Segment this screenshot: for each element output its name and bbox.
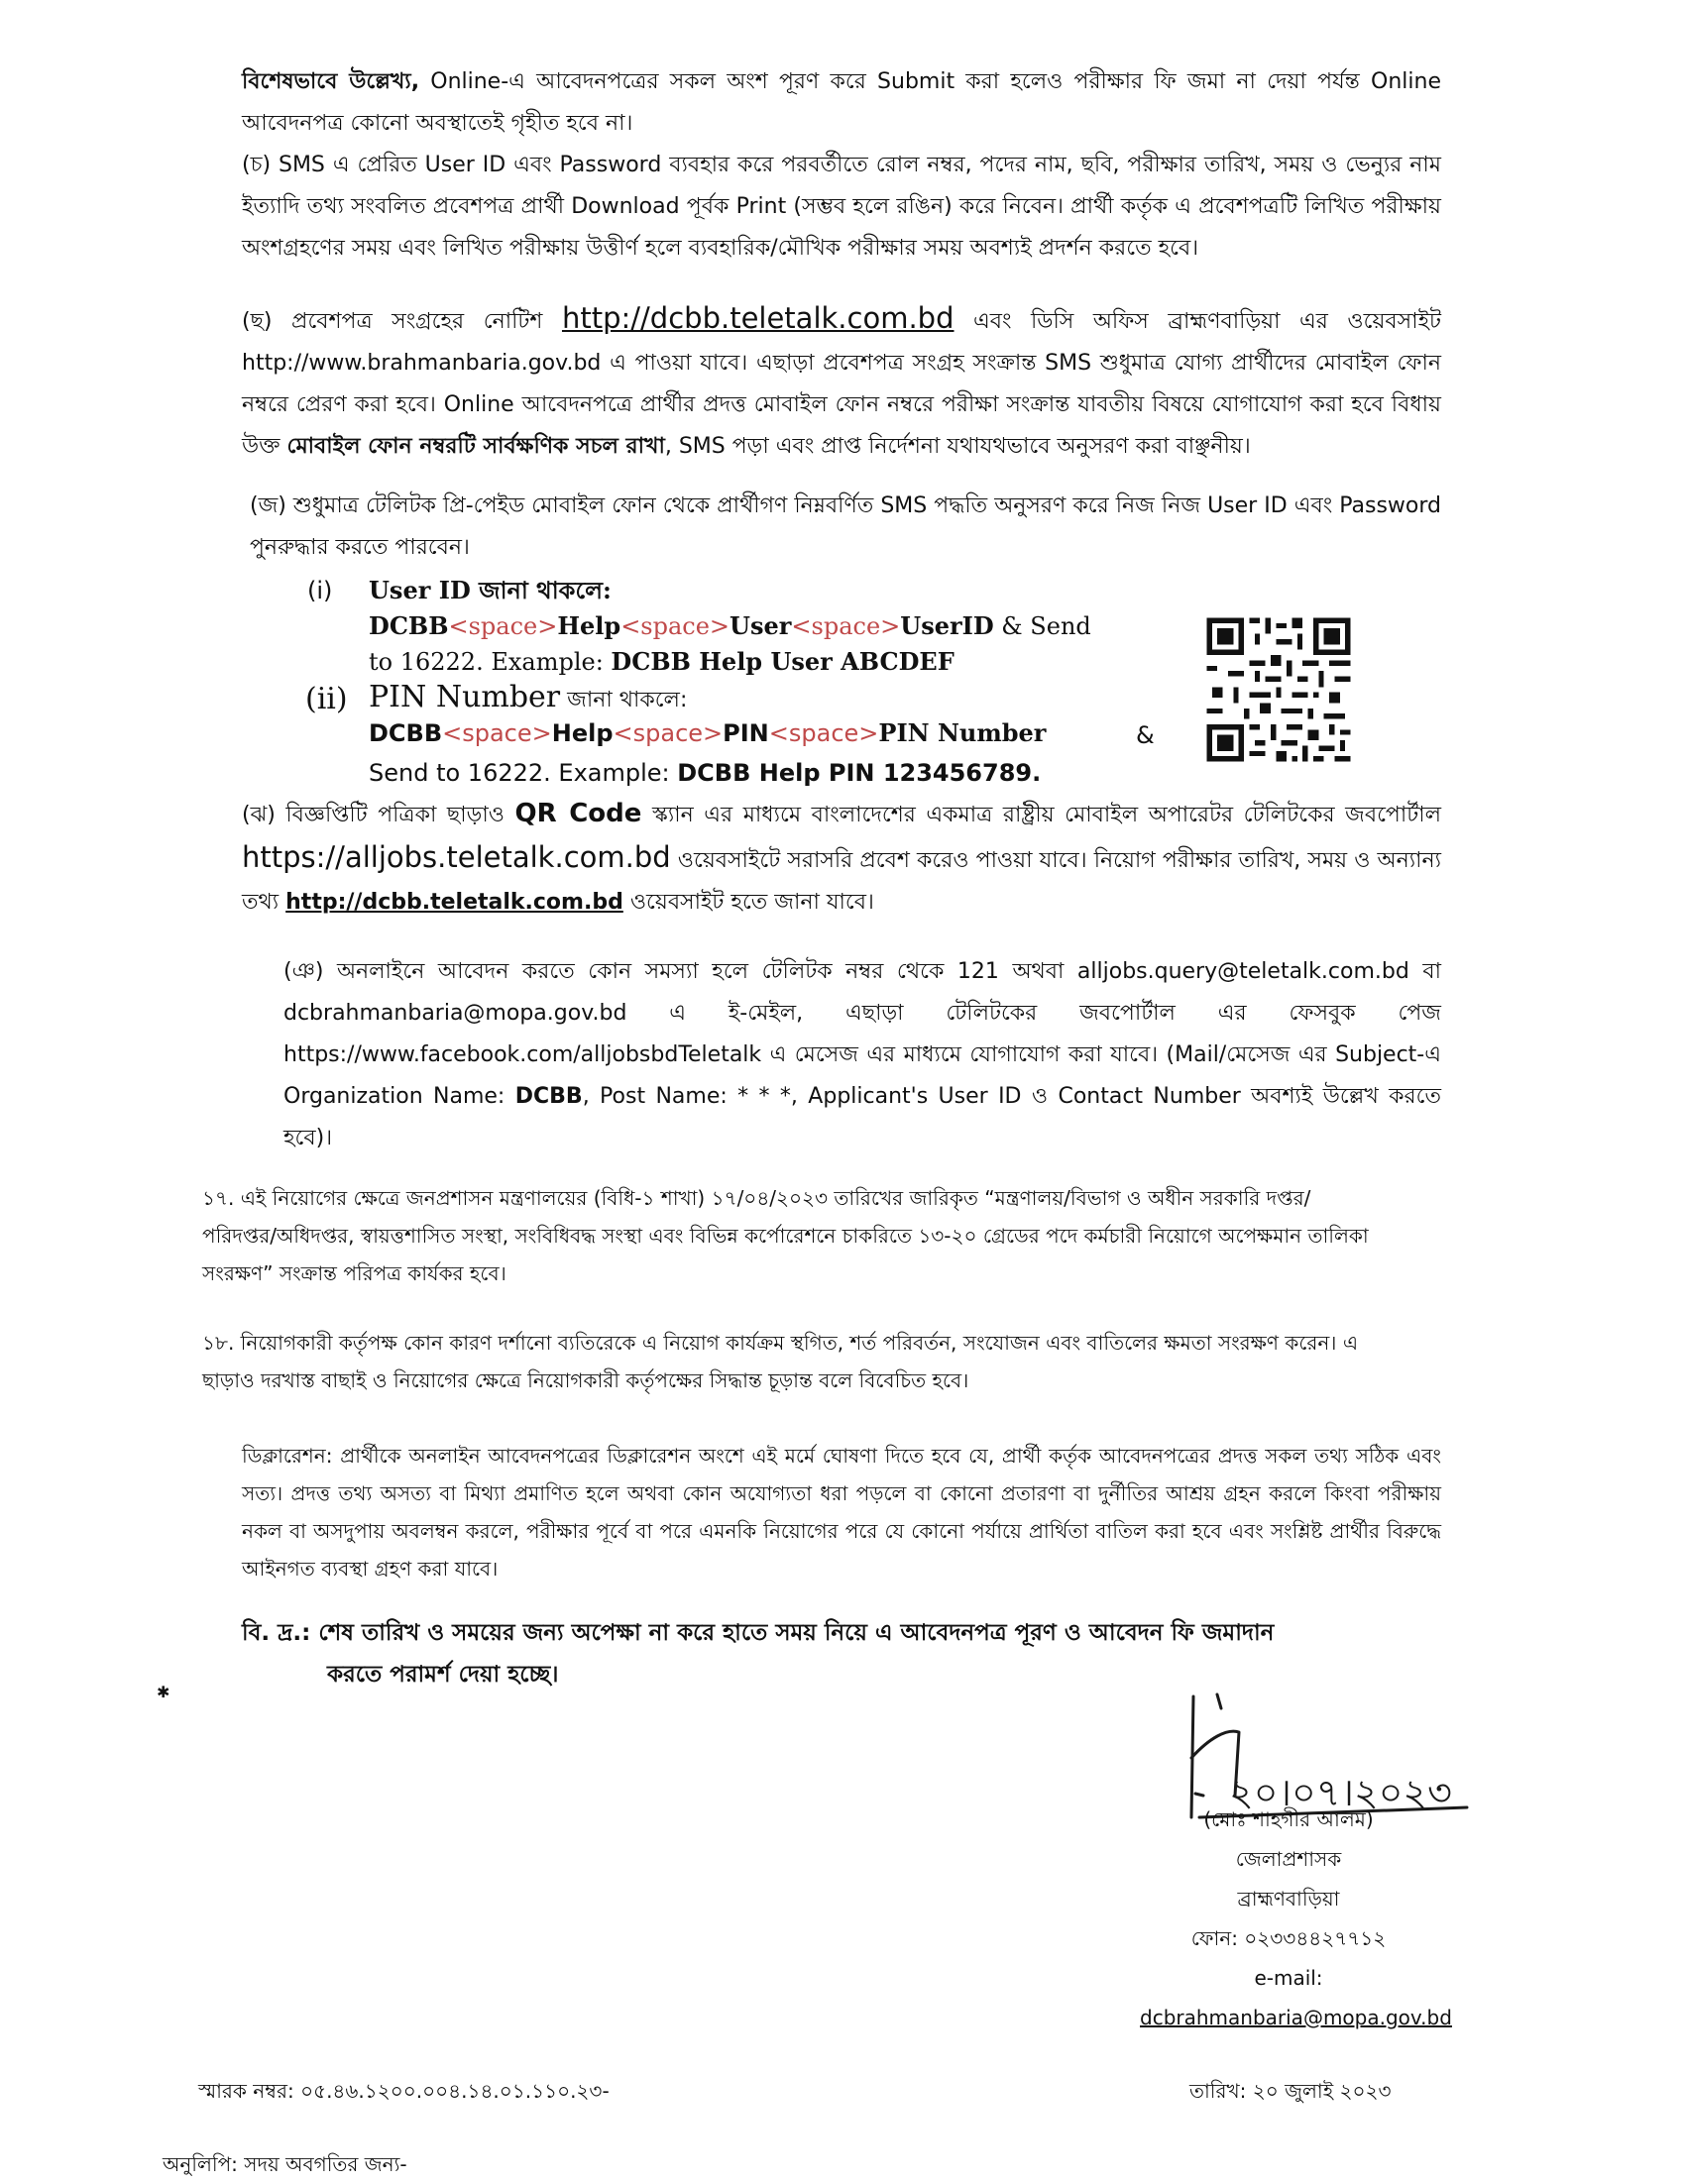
chha-part3: , SMS পড়া এবং প্রাপ্ত নির্দেশনা যথাযথভাবে অনুসরণ করা বাঞ্ছনীয়। — [664, 434, 1251, 459]
officer-district: ব্রাহ্মণবাড়িয়া — [1237, 1887, 1340, 1911]
recovery-ii-label: (ii) — [305, 682, 348, 716]
recovery-i-command — [369, 608, 1091, 644]
example-prefix: to 16222. Example: — [369, 648, 612, 676]
space-token: <space> — [442, 719, 552, 747]
note-line-2: করতে পরামর্শ দেয়া হচ্ছে। — [327, 1662, 559, 1688]
paragraph-chha — [242, 297, 1441, 468]
recovery-ii-title — [369, 680, 687, 718]
paragraph-ja: (জ) শুধুমাত্র টেলিটক প্রি-পেইড মোবাইল ফোন থেকে প্রার্থীগণ নিম্নবর্ণিত SMS পদ্ধতি অনুসরণ করে নিজ নিজ User ID এবং Password পুনরুদ্ধার করতে পারবেন। — [250, 493, 1441, 560]
cmd-word: PIN — [723, 719, 769, 747]
intro-paragraph — [242, 61, 1441, 145]
qr-code-icon — [1201, 612, 1356, 767]
officer-name: (মোঃ শাহগীর আলম) — [1203, 1807, 1374, 1831]
officer-phone: ফোন: ০২৩৩৪৪২৭৭১২ — [1190, 1926, 1387, 1950]
cmd-word: DCBB — [369, 719, 443, 747]
intro-text: Online-এ আবেদনপত্রের সকল অংশ পূরণ করে Submit করা হলেও পরীক্ষার ফি জমা না দেয়া পর্যন্ত Online আবেদনপত্র কোনো অবস্থাতেই গৃহীত হবে না। — [242, 69, 1442, 136]
cmd-send: & Send — [993, 612, 1091, 640]
example-value: DCBB Help User ABCDEF — [611, 647, 955, 676]
chha-part1: (ছ) প্রবেশপত্র সংগ্রহের নোটিশ — [242, 309, 562, 334]
signature-block — [1140, 1800, 1452, 2037]
cmd-word: DCBB — [369, 611, 449, 640]
officer-designation: জেলাপ্রশাসক — [1235, 1847, 1342, 1871]
paragraph-nya — [283, 951, 1441, 1159]
jha-part2: স্ক্যান এর মাধ্যমে বাংলাদেশের একমাত্র রাষ্ট্রীয় মোবাইল অপারেটর টেলিটকের জবপোর্টাল — [641, 803, 1441, 827]
cmd-word: PIN Number — [878, 718, 1047, 747]
recovery-i-title-en: User ID — [369, 576, 480, 604]
paragraph-cha: (চ) SMS এ প্রেরিত User ID এবং Password ব্যবহার করে পরবর্তীতে রোল নম্বর, পদের নাম, ছবি, পরীক্ষার তারিখ, সময় ও ভেন্যুর নাম ইত্যাদি তথ্য সংবলিত প্রবেশপত্র প্রার্থী Download পূর্বক Print (সম্ভব হলে রঙিন) করে নিবেন। প্রার্থী কর্তৃক এ প্রবেশপত্রটি লিখিত পরীক্ষায় অংশগ্রহণের সময় এবং লিখিত পরীক্ষায় উত্তীর্ণ হলে ব্যবহারিক/মৌখিক পরীক্ষার সময় অবশ্যই প্রদর্শন করতে হবে। — [242, 153, 1441, 261]
memo-date: তারিখ: ২০ জুলাই ২০২৩ — [1189, 2079, 1392, 2103]
example-prefix: Send to 16222. Example: — [369, 759, 678, 787]
space-token: <space> — [613, 719, 724, 747]
recovery-i-label: (i) — [307, 577, 333, 604]
jha-part3: ওয়েবসাইটে সরাসরি প্রবেশ করেও পাওয়া যাবে। নিয়োগ পরীক্ষার তারিখ, সময় ও অন্যান্য তথ্য — [242, 848, 1441, 915]
clause-18: ১৮. নিয়োগকারী কর্তৃপক্ষ কোন কারণ দর্শানো ব্যতিরেকে এ নিয়োগ কার্যক্রম স্থগিত, শর্ত পরিবর্তন, সংযোজন এবং বাতিলের ক্ষমতা সংরক্ষণ করেন। এ ছাড়াও দরখাস্ত বাছাই ও নিয়োগের ক্ষেত্রে নিয়োগকারী কর্তৃপক্ষের সিদ্ধান্ত চূড়ান্ত বলে বিবেচিত হবে। — [202, 1331, 1359, 1392]
nya-bold: DCBB — [514, 1084, 583, 1109]
handwritten-date: ২০।০৭।২০২৩ — [1229, 1771, 1452, 1814]
jha-url-dcbb[interactable]: http://dcbb.teletalk.com.bd — [285, 890, 623, 915]
chha-bold: মোবাইল ফোন নম্বরটি সার্বক্ষণিক সচল রাখা — [286, 434, 665, 459]
jha-url-alljobs[interactable]: https://alljobs.teletalk.com.bd — [242, 840, 671, 874]
clause-17: ১৭. এই নিয়োগের ক্ষেত্রে জনপ্রশাসন মন্ত্রণালয়ের (বিধি-১ শাখা) ১৭/০৪/২০২৩ তারিখের জারিকৃত “মন্ত্রণালয়/বিভাগ ও অধীন সরকারি দপ্তর/পরিদপ্তর/অধিদপ্তর, স্বায়ত্তশাসিত সংস্থা, সংবিধিবদ্ধ সংস্থা এবং বিভিন্ন কর্পোরেশনে চাকরিতে ১৩-২০ গ্রেডের পদে কর্মচারী নিয়োগে অপেক্ষমান তালিকা সংরক্ষণ” সংক্রান্ত পরিপত্র কার্যকর হবে। — [202, 1186, 1369, 1285]
recovery-i-example — [369, 644, 955, 680]
space-token: <space> — [768, 719, 879, 747]
recovery-ii-example — [369, 755, 1041, 791]
jha-qr-bold: QR Code — [514, 799, 642, 828]
nya-part2: , Post Name: * * *, Applicant's User ID ও Contact Number অবশ্যই উল্লেখ করতে হবে)। — [283, 1084, 1441, 1150]
officer-email[interactable]: dcbrahmanbaria@mopa.gov.bd — [1140, 2006, 1452, 2029]
recovery-i-title-bn: জানা থাকলে: — [479, 576, 612, 604]
recovery-ii-title-bn: জানা থাকলে: — [560, 688, 688, 712]
paragraph-jha — [242, 793, 1441, 924]
recovery-ii-title-en: PIN Number — [369, 680, 561, 714]
note-line-1: বি. দ্র.: শেষ তারিখ ও সময়ের জন্য অপেক্ষা না করে হাতে সময় নিয়ে এ আবেদনপত্র পূরণ ও আবেদন ফি জমাদান — [242, 1620, 1275, 1646]
cmd-word: UserID — [900, 611, 994, 640]
chha-part2: এবং ডিসি অফিস ব্রাহ্মণবাড়িয়া এর ওয়েবসাইট http://www.brahmanbaria.gov.bd এ পাওয়া যাবে। এছাড়া প্রবেশপত্র সংগ্রহ সংক্রান্ত SMS শুধুমাত্র যোগ্য প্রার্থীদের মোবাইল ফোন নম্বরে প্রেরণ করা হবে। Online আবেদনপত্রে প্রার্থীর প্রদত্ত মোবাইল ফোন নম্বরে পরীক্ষা সংক্রান্ত যাবতীয় বিষয়ে যোগাযোগ করা হবে বিধায় উক্ত — [242, 309, 1441, 459]
jha-part4: ওয়েবসাইট হতে জানা যাবে। — [622, 890, 874, 915]
declaration-paragraph: ডিক্লারেশন: প্রার্থীকে অনলাইন আবেদনপত্রের ডিক্লারেশন অংশে এই মর্মে ঘোষণা দিতে হবে যে, প্রার্থী কর্তৃক আবেদনপত্রের প্রদত্ত সকল তথ্য সঠিক এবং সত্য। প্রদত্ত তথ্য অসত্য বা মিথ্যা প্রমাণিত হলে অথবা কোন অযোগ্যতা ধরা পড়লে বা কোনো প্রতারণা বা দুর্নীতির আশ্রয় গ্রহন করলে কিংবা পরীক্ষায় নকল বা অসদুপায় অবলম্বন করলে, পরীক্ষার পূর্বে বা পরে এমনকি নিয়োগের পরে যে কোনো পর্যায়ে প্রার্থিতা বাতিল করা হবে এবং সংশ্লিষ্ট প্রার্থীর বিরুদ্ধে আইনগত ব্যবস্থা গ্রহণ করা যাবে। — [242, 1444, 1441, 1581]
space-token: <space> — [620, 612, 730, 640]
memo-number: স্মারক নম্বর: ০৫.৪৬.১২০০.০০৪.১৪.০১.১১০.২৩- — [198, 2079, 610, 2103]
recovery-ii-command — [369, 715, 1046, 751]
cmd-word: Help — [551, 719, 614, 747]
nya-part1: (ঞ) অনলাইনে আবেদন করতে কোন সমস্যা হলে টেলিটক নম্বর থেকে 121 অথবা alljobs.query@teletalk.com.bd বা dcbrahmanbaria@mopa.gov.bd এ ই-মেইল, এছাড়া টেলিটকের জবপোর্টাল এর ফেসবুক পেজ https://www.facebook.com/alljobsbdTeletalk এ মেসেজ এর মাধ্যমে যোগাযোগ করা যাবে। (Mail/মেসেজ এর Subject-এ Organization Name: — [283, 959, 1441, 1109]
copy-distribution: অনুলিপি: সদয় অবগতির জন্য- — [163, 2152, 407, 2176]
intro-bold-lead: বিশেষভাবে উল্লেখ্য, — [242, 69, 420, 94]
cmd-word: Help — [557, 611, 621, 640]
officer-email-label: e-mail: — [1254, 1966, 1323, 1990]
cmd-word: User — [730, 611, 792, 640]
recovery-ii-amp: & — [1136, 721, 1155, 749]
example-value: DCBB Help PIN 123456789. — [677, 759, 1042, 787]
jha-part1: (ঝ) বিজ্ঞপ্তিটি পত্রিকা ছাড়াও — [242, 803, 515, 827]
space-token: <space> — [448, 612, 558, 640]
recovery-i-title — [369, 573, 612, 608]
stray-mark-icon: ✱ — [157, 1683, 170, 1701]
chha-url-dcbb[interactable]: http://dcbb.teletalk.com.bd — [561, 301, 955, 335]
space-token: <space> — [791, 612, 901, 640]
